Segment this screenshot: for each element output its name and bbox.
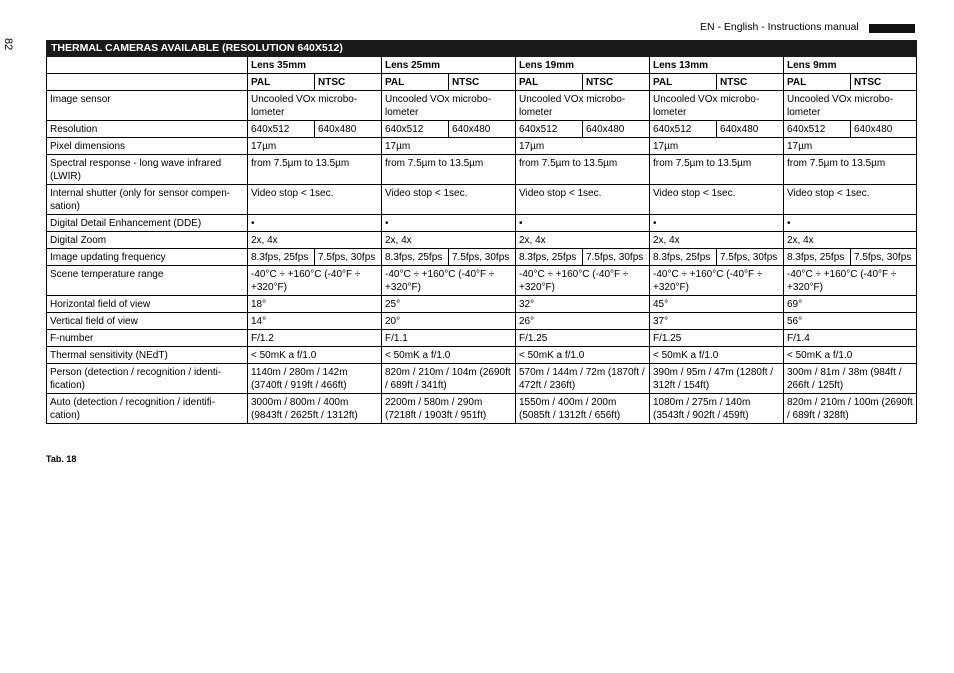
value-cell: Video stop < 1sec. (650, 185, 784, 215)
row-scene-temperature (47, 266, 917, 296)
lens-header: Lens 9mm (784, 57, 917, 74)
row-thermal-sensitivity (47, 347, 917, 364)
value-cell: 17µm (382, 138, 516, 155)
row-spectral-response (47, 155, 917, 185)
value-cell: 820m / 210m / 100m (2690ft / 689ft / 328ft) (784, 394, 917, 424)
value-cell: Uncooled VOx microbo-lometer (382, 91, 516, 121)
value-cell: from 7.5µm to 13.5µm (650, 155, 784, 185)
video-standard-row (47, 74, 917, 91)
row-label: Auto (detection / recognition / identifi-cation) (47, 394, 248, 424)
value-cell: 300m / 81m / 38m (984ft / 266ft / 125ft) (784, 364, 917, 394)
ntsc-value-cell: 640x480 (315, 121, 382, 138)
ntsc-header: NTSC (717, 74, 784, 91)
value-cell: 17µm (784, 138, 917, 155)
table-title: THERMAL CAMERAS AVAILABLE (RESOLUTION 640X512) (47, 41, 917, 57)
pal-value-cell: 8.3fps, 25fps (516, 249, 583, 266)
value-cell: 2x, 4x (784, 232, 917, 249)
value-cell: Uncooled VOx microbo-lometer (784, 91, 917, 121)
value-cell: 20° (382, 313, 516, 330)
value-cell: Uncooled VOx microbo-lometer (516, 91, 650, 121)
value-cell: 1550m / 400m / 200m (5085ft / 1312ft / 656ft) (516, 394, 650, 424)
lens-header: Lens 19mm (516, 57, 650, 74)
value-cell: • (784, 215, 917, 232)
value-cell: 3000m / 800m / 400m (9843ft / 2625ft / 1312ft) (248, 394, 382, 424)
value-cell: F/1.25 (650, 330, 784, 347)
row-pixel-dimensions (47, 138, 917, 155)
pal-value-cell: 8.3fps, 25fps (382, 249, 449, 266)
value-cell: F/1.2 (248, 330, 382, 347)
row-label: Horizontal field of view (47, 296, 248, 313)
row-label: Person (detection / recognition / identi-fication) (47, 364, 248, 394)
pal-value-cell: 640x512 (650, 121, 717, 138)
value-cell: F/1.1 (382, 330, 516, 347)
spec-table (46, 40, 917, 424)
value-cell: 17µm (516, 138, 650, 155)
ntsc-value-cell: 7.5fps, 30fps (583, 249, 650, 266)
value-cell: < 50mK a f/1.0 (382, 347, 516, 364)
row-resolution (47, 121, 917, 138)
row-label: Internal shutter (only for sensor compen-sation) (47, 185, 248, 215)
pal-header: PAL (784, 74, 851, 91)
value-cell: 1080m / 275m / 140m (3543ft / 902ft / 459ft) (650, 394, 784, 424)
ntsc-header: NTSC (583, 74, 650, 91)
row-label: F-number (47, 330, 248, 347)
value-cell: 2200m / 580m / 290m (7218ft / 1903ft / 951ft) (382, 394, 516, 424)
lens-header: Lens 13mm (650, 57, 784, 74)
value-cell: Video stop < 1sec. (784, 185, 917, 215)
table-body (47, 41, 917, 424)
ntsc-value-cell: 640x480 (851, 121, 917, 138)
pal-value-cell: 8.3fps, 25fps (248, 249, 315, 266)
ntsc-value-cell: 640x480 (717, 121, 784, 138)
value-cell: 37° (650, 313, 784, 330)
lens-header: Lens 35mm (248, 57, 382, 74)
page-number: 82 (2, 38, 14, 51)
value-cell: from 7.5µm to 13.5µm (516, 155, 650, 185)
value-cell: 45° (650, 296, 784, 313)
corner-cell (47, 74, 248, 91)
value-cell: 570m / 144m / 72m (1870ft / 472ft / 236ft) (516, 364, 650, 394)
row-label: Digital Detail Enhancement (DDE) (47, 215, 248, 232)
value-cell: -40°C ÷ +160°C (-40°F ÷ +320°F) (516, 266, 650, 296)
value-cell: < 50mK a f/1.0 (784, 347, 917, 364)
pal-value-cell: 640x512 (382, 121, 449, 138)
value-cell: 17µm (650, 138, 784, 155)
row-vfov (47, 313, 917, 330)
row-label: Digital Zoom (47, 232, 248, 249)
manual-header: EN - English - Instructions manual (700, 21, 859, 33)
value-cell: from 7.5µm to 13.5µm (784, 155, 917, 185)
pal-header: PAL (248, 74, 315, 91)
value-cell: Video stop < 1sec. (382, 185, 516, 215)
value-cell: 56° (784, 313, 917, 330)
ntsc-value-cell: 7.5fps, 30fps (449, 249, 516, 266)
row-label: Scene temperature range (47, 266, 248, 296)
pal-value-cell: 8.3fps, 25fps (650, 249, 717, 266)
value-cell: < 50mK a f/1.0 (516, 347, 650, 364)
row-label: Image updating frequency (47, 249, 248, 266)
value-cell: -40°C ÷ +160°C (-40°F ÷ +320°F) (382, 266, 516, 296)
row-hfov (47, 296, 917, 313)
value-cell: F/1.25 (516, 330, 650, 347)
row-label: Image sensor (47, 91, 248, 121)
table-title-row (47, 41, 917, 57)
value-cell: 820m / 210m / 104m (2690ft / 689ft / 341ft) (382, 364, 516, 394)
ntsc-header: NTSC (449, 74, 516, 91)
value-cell: 2x, 4x (516, 232, 650, 249)
row-image-sensor (47, 91, 917, 121)
value-cell: • (248, 215, 382, 232)
value-cell: • (382, 215, 516, 232)
value-cell: from 7.5µm to 13.5µm (248, 155, 382, 185)
ntsc-value-cell: 7.5fps, 30fps (717, 249, 784, 266)
value-cell: 14° (248, 313, 382, 330)
value-cell: 25° (382, 296, 516, 313)
value-cell: Uncooled VOx microbo-lometer (248, 91, 382, 121)
row-dde (47, 215, 917, 232)
pal-value-cell: 640x512 (516, 121, 583, 138)
value-cell: 17µm (248, 138, 382, 155)
pal-header: PAL (650, 74, 717, 91)
row-label: Spectral response - long wave infrared (LWIR) (47, 155, 248, 185)
row-label: Vertical field of view (47, 313, 248, 330)
value-cell: Video stop < 1sec. (516, 185, 650, 215)
row-auto (47, 394, 917, 424)
row-update-frequency (47, 249, 917, 266)
value-cell: • (516, 215, 650, 232)
value-cell: < 50mK a f/1.0 (248, 347, 382, 364)
row-internal-shutter (47, 185, 917, 215)
value-cell: 390m / 95m / 47m (1280ft / 312ft / 154ft) (650, 364, 784, 394)
value-cell: < 50mK a f/1.0 (650, 347, 784, 364)
value-cell: 2x, 4x (382, 232, 516, 249)
value-cell: -40°C ÷ +160°C (-40°F ÷ +320°F) (248, 266, 382, 296)
ntsc-value-cell: 640x480 (449, 121, 516, 138)
ntsc-header: NTSC (315, 74, 382, 91)
value-cell: F/1.4 (784, 330, 917, 347)
pal-header: PAL (516, 74, 583, 91)
pal-header: PAL (382, 74, 449, 91)
value-cell: 2x, 4x (650, 232, 784, 249)
lens-header-row (47, 57, 917, 74)
value-cell: 1140m / 280m / 142m (3740ft / 919ft / 466ft) (248, 364, 382, 394)
lens-header: Lens 25mm (382, 57, 516, 74)
pal-value-cell: 640x512 (248, 121, 315, 138)
pal-value-cell: 640x512 (784, 121, 851, 138)
row-label: Resolution (47, 121, 248, 138)
value-cell: 18° (248, 296, 382, 313)
row-digital-zoom (47, 232, 917, 249)
value-cell: 26° (516, 313, 650, 330)
ntsc-value-cell: 7.5fps, 30fps (315, 249, 382, 266)
pal-value-cell: 8.3fps, 25fps (784, 249, 851, 266)
value-cell: 32° (516, 296, 650, 313)
row-f-number (47, 330, 917, 347)
value-cell: Video stop < 1sec. (248, 185, 382, 215)
value-cell: 2x, 4x (248, 232, 382, 249)
corner-cell (47, 57, 248, 74)
value-cell: -40°C ÷ +160°C (-40°F ÷ +320°F) (784, 266, 917, 296)
ntsc-header: NTSC (851, 74, 917, 91)
value-cell: from 7.5µm to 13.5µm (382, 155, 516, 185)
header-bar (869, 24, 915, 33)
value-cell: Uncooled VOx microbo-lometer (650, 91, 784, 121)
ntsc-value-cell: 7.5fps, 30fps (851, 249, 917, 266)
value-cell: 69° (784, 296, 917, 313)
ntsc-value-cell: 640x480 (583, 121, 650, 138)
row-label: Thermal sensitivity (NEdT) (47, 347, 248, 364)
value-cell: • (650, 215, 784, 232)
row-label: Pixel dimensions (47, 138, 248, 155)
row-person (47, 364, 917, 394)
value-cell: -40°C ÷ +160°C (-40°F ÷ +320°F) (650, 266, 784, 296)
table-caption: Tab. 18 (46, 454, 77, 464)
